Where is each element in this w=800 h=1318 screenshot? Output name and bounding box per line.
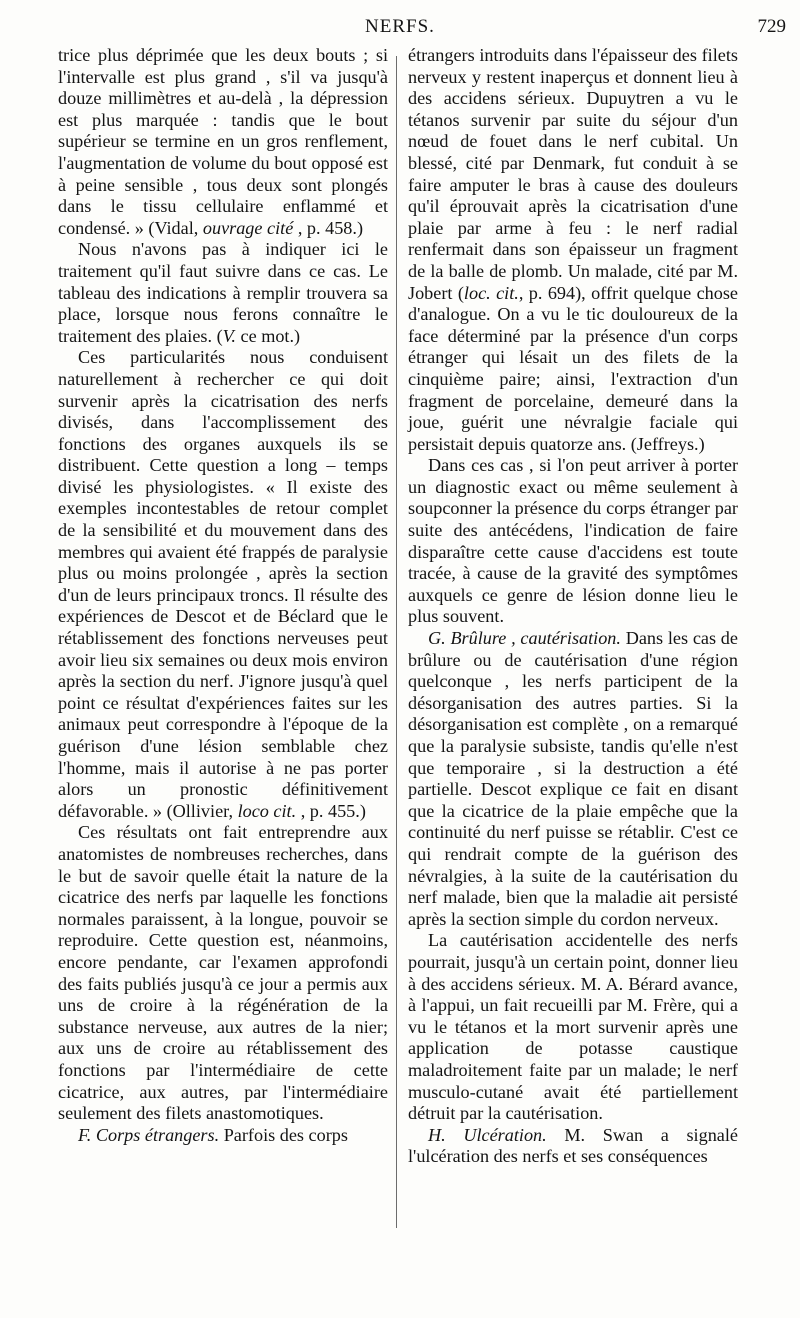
paragraph bbox=[408, 628, 738, 930]
paragraph bbox=[58, 45, 388, 239]
paragraph bbox=[58, 1125, 388, 1147]
paragraph bbox=[58, 822, 388, 1124]
paragraph bbox=[58, 239, 388, 347]
running-head bbox=[0, 0, 800, 40]
text-run: Ces particularités nous conduisent naturellement à rechercher ce qui doit survenir après la cicatrisation des nerfs divisés, dans l'accomplissement des fonctions des organes auxquels ils se distribuent. Cette question a long – temps divisé les physiologistes. « Il existe des exemples incontestables de retour complet de la sensibilité et du mouvement dans des membres qui avaient été frappés de paralysie plus ou moins prolongée , après la section d'un de leurs principaux troncs. Il résulte des expériences de Descot et de Béclard que le rétablissement des fonctions nerveuses peut avoir lieu six semaines ou deux mois environ après la section du nerf. J'ignore jusqu'à quel point ce résultat d'expériences faites sur les animaux peut correspondre à l'époque de la guérison d'une lésion semblable chez l'homme, mais il autorise à ne pas porter alors un pronostic définitivement défavorable. » (Ollivier, bbox=[58, 347, 388, 821]
paragraph bbox=[408, 930, 738, 1124]
italic-text: V. bbox=[222, 325, 236, 346]
column-divider bbox=[396, 56, 397, 1228]
paragraph bbox=[58, 347, 388, 822]
italic-text: loco cit. bbox=[237, 800, 297, 821]
text-run: La cautérisation accidentelle des nerfs pourrait, jusqu'à un certain point, donner lieu à des accidens sérieux. M. A. Bérard avance, à l'appui, un fait recueilli par M. Frère, qui a vu le tétanos et la mort survenir après une application de potasse caustique maladroitement faite par un malade; le nerf musculo-cutané avait été partiellement détruit par la cautérisation. bbox=[408, 930, 738, 1124]
text-run: M. Swan a signalé l'ulcération des nerfs et ses conséquences bbox=[408, 1124, 738, 1167]
right-column bbox=[408, 45, 738, 1168]
italic-text: loc. cit. bbox=[463, 282, 519, 303]
italic-text: ouvrage cité bbox=[202, 217, 294, 238]
text-run: Nous n'avons pas à indiquer ici le traitement qu'il faut suivre dans ce cas. Le tableau des indications à remplir trouvera sa place, lorsque nous ferons connaître le traitement des plaies. ( bbox=[58, 239, 388, 346]
page-number: 729 bbox=[757, 16, 786, 37]
italic-text: H. Ulcération. bbox=[428, 1124, 547, 1145]
page-title: NERFS. bbox=[365, 16, 435, 37]
text-run: Ces résultats ont fait entreprendre aux anatomistes de nombreuses recherches, dans le but de savoir quelle était la nature de la cicatrice des nerfs par laquelle les fonctions normales paraissent, à la longue, pouvoir se reproduire. Cette question est, néanmoins, encore pendante, car l'examen approfondi des faits publiés jusqu'à ce jour a permis aux uns de croire à la régénération de la substance nerveuse, aux autres de la nier; aux uns de croire au rétablissement des fonctions par l'intermédiaire de cette cicatrice, aux autres, par l'intermédiaire seulement des filets anastomotiques. bbox=[58, 822, 388, 1124]
text-run: , p. 458.) bbox=[293, 217, 363, 238]
text-run: , p. 694), offrit quelque chose d'analogue. On a vu le tic douloureux de la face déterminé par la présence d'un corps étranger qui lésait un des filets de la cinquième paire; ainsi, l'extraction d'un fragment de porcelaine, demeuré dans la joue, guérit une névralgie faciale qui persistait depuis quatorze ans. (Jeffreys.) bbox=[408, 282, 738, 454]
left-column bbox=[58, 45, 388, 1146]
text-run: étrangers introduits dans l'épaisseur des filets nerveux y restent inaperçus et donnent lieu à des accidens sérieux. Dupuytren a vu le tétanos survenir par suite du séjour d'un nœud de fouet dans le nerf cubital. Un blessé, cité par Denmark, fut conduit à se faire amputer le bras à cause des douleurs qu'il éprouvait après la cicatrisation d'une plaie par arme à feu : le nerf radial renfermait dans son épaisseur un fragment de la balle de plomb. Un malade, cité par M. Jobert ( bbox=[408, 45, 738, 303]
paragraph bbox=[408, 455, 738, 628]
text-run: trice plus déprimée que les deux bouts ; si l'intervalle est plus grand , s'il va jusqu'à douze millimètres et au-delà , la dépression est plus marquée : tandis que le bout supérieur se termine en un gros renflement, l'augmentation de volume du bout opposé est à peine sensible , tous deux sont plongés dans le tissu cellulaire enflammé et condensé. » (Vidal, bbox=[58, 45, 388, 238]
text-run: , p. 455.) bbox=[296, 800, 366, 821]
text-run: ce mot.) bbox=[235, 325, 301, 346]
paragraph bbox=[408, 1125, 738, 1168]
text-run: Dans ces cas , si l'on peut arriver à porter un diagnostic exact ou même seulement à soupconner la présence du corps étranger par suite des antécédens, l'indication de faire disparaître cette cause d'accidens est toute tracée, à cause de la gravité des symptômes auxquels ce genre de lésion donne lieu le plus souvent. bbox=[408, 455, 738, 627]
paragraph bbox=[408, 45, 738, 455]
italic-text: G. Brûlure , cautérisation. bbox=[428, 628, 621, 649]
italic-text: F. Corps étrangers. bbox=[78, 1124, 220, 1145]
text-run: Dans les cas de brûlure ou de cautérisation d'une région quelconque , les nerfs participent de la désorganisation des autres parties. Si la désorganisation est complète , on a remarqué que la paralysie subsiste, tandis qu'elle n'est que temporaire , si la destruction a été partielle. Descot explique ce fait en disant que la cicatrice de la plaie empêche que la continuité du nerf puisse se rétablir. C'est ce qui rendrait compte de la guérison des névralgies, à la suite de la cautérisation du nerf malade, bien que la maladie ait persisté après la section simple du cordon nerveux. bbox=[408, 628, 738, 929]
text-run: Parfois des corps bbox=[219, 1124, 348, 1145]
